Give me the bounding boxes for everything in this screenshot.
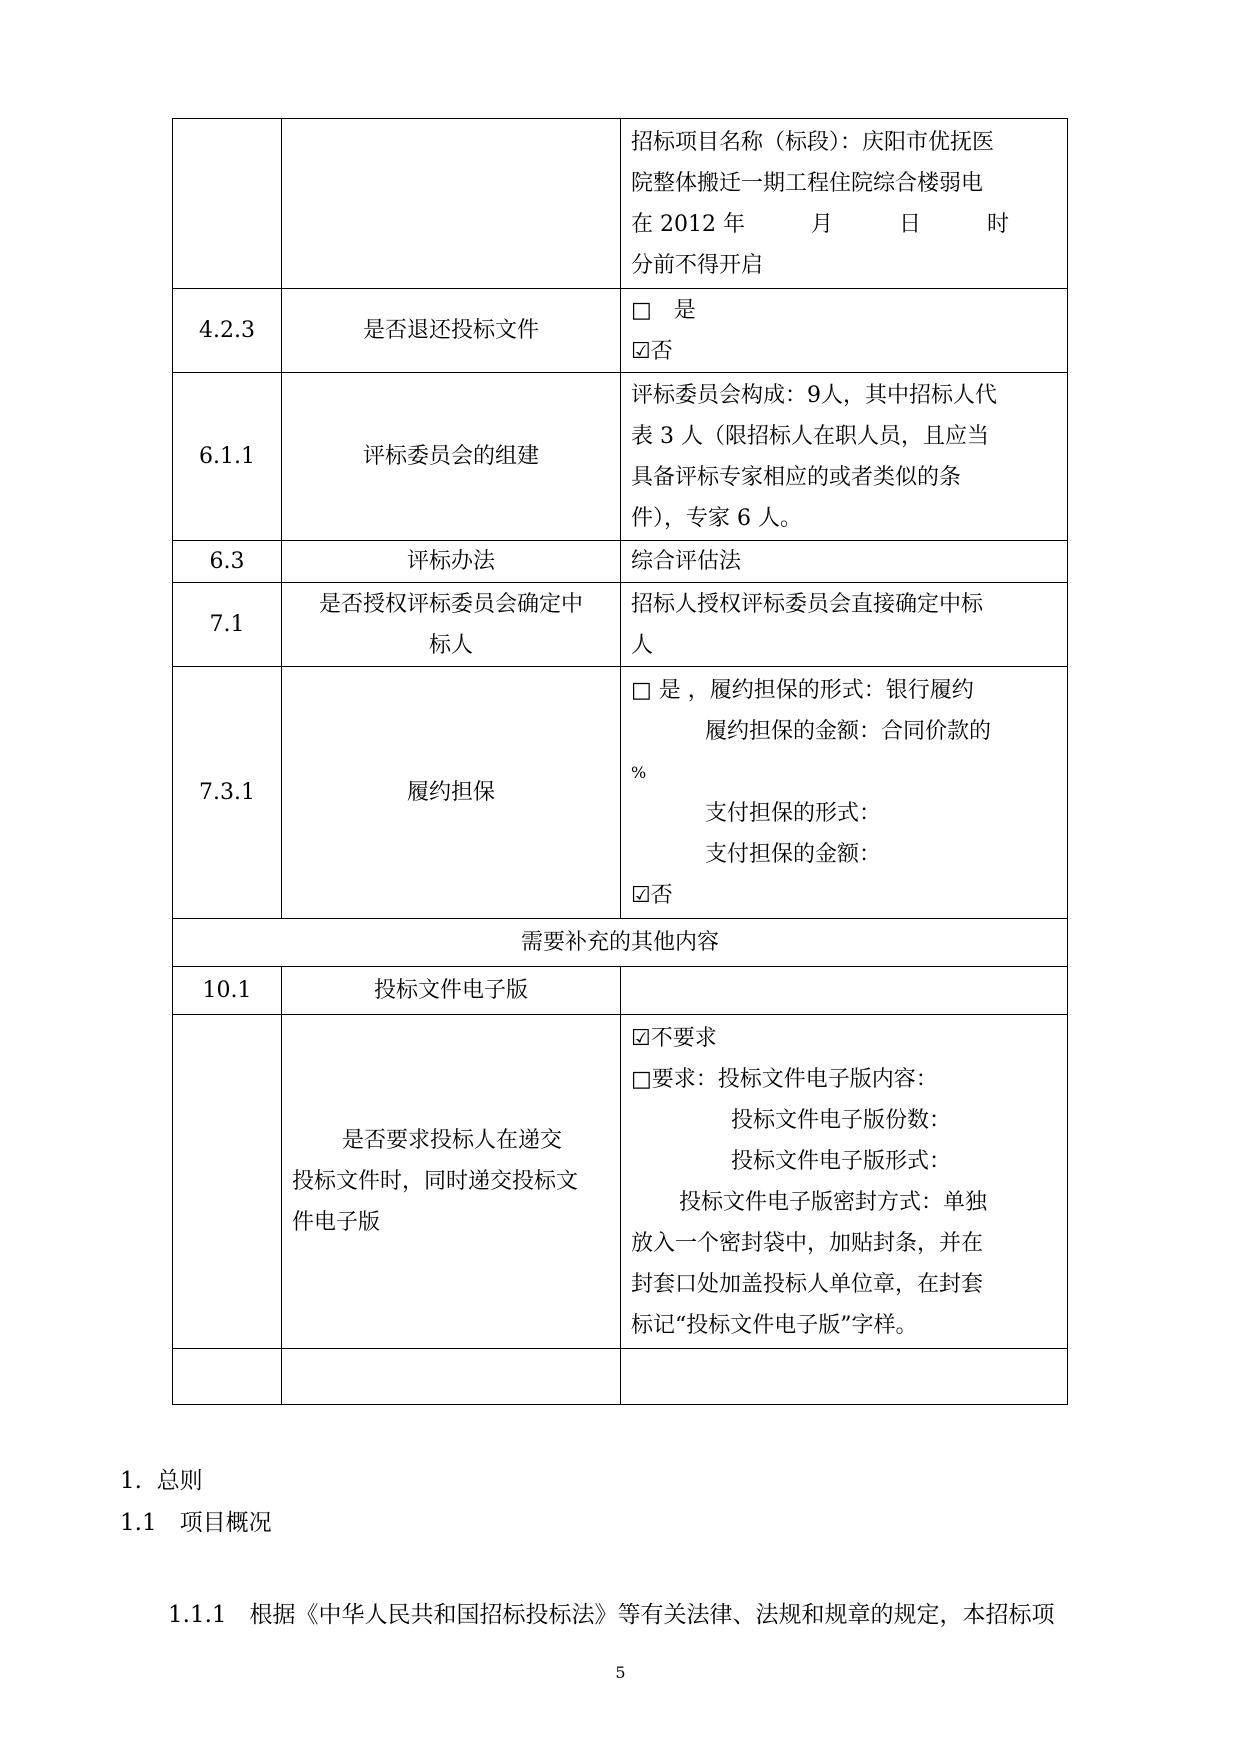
table-row — [173, 1015, 1068, 1349]
seal-line: 标记“投标文件电子版”字样。 — [631, 1312, 918, 1338]
guarantee-amount-line: 履约担保的金额：合同价款的 — [705, 718, 992, 744]
table-row — [173, 289, 1068, 373]
content-cell — [621, 967, 1068, 1015]
content-cell — [621, 667, 1068, 919]
paragraph-text: 1.1.1 根据《中华人民共和国招标投标法》等有关法律、法规和规章的规定，本招标项 — [168, 1602, 1055, 1628]
content-line: 人 — [631, 632, 654, 658]
seal-line: 投标文件电子版密封方式：单独 — [679, 1189, 988, 1215]
item-line: 件电子版 — [292, 1210, 381, 1235]
table-row — [173, 967, 1068, 1015]
num-cell: 6.1.1 — [173, 373, 282, 541]
content-line: 具备评标专家相应的或者类似的条 — [631, 464, 962, 490]
item-line: 投标文件时，同时递交投标文 — [292, 1169, 579, 1194]
subsection-heading: 1.1 项目概况 — [120, 1510, 272, 1536]
num-cell — [173, 1015, 282, 1349]
item-cell: 评标办法 — [282, 541, 621, 583]
option-no: ☑不要求 — [631, 1025, 717, 1051]
option-yes: □ 是 — [631, 297, 696, 323]
item-cell: 评标委员会的组建 — [282, 373, 621, 541]
page-number: 5 — [615, 1663, 626, 1682]
table-row — [173, 667, 1068, 919]
section-row — [173, 919, 1068, 967]
content-line: 招标人授权评标委员会直接确定中标 — [631, 591, 984, 617]
seal-line: 放入一个密封袋中，加贴封条，并在 — [631, 1230, 984, 1256]
payment-amount-line: 支付担保的金额： — [705, 841, 882, 867]
num-cell: 6.3 — [173, 541, 282, 583]
content-cell — [621, 1015, 1068, 1349]
content-line: 件），专家 6 人。 — [631, 505, 802, 531]
content-cell — [621, 119, 1068, 289]
content-cell — [621, 289, 1068, 373]
copies-line: 投标文件电子版份数： — [731, 1107, 952, 1133]
option-no: ☑否 — [631, 338, 673, 364]
num-cell: 10.1 — [173, 967, 282, 1015]
item-line: 是否授权评标委员会确定中 — [318, 591, 583, 617]
section-heading: 1. 总则 — [120, 1468, 203, 1494]
content-cell — [621, 373, 1068, 541]
option-yes: □要求：投标文件电子版内容： — [631, 1066, 938, 1092]
guarantee-line: □ 是 ，履约担保的形式：银行履约 — [631, 677, 974, 703]
content-cell: 综合评估法 — [621, 541, 1068, 583]
item-cell: 投标文件电子版 — [282, 967, 621, 1015]
content-line: 表 3 人（限招标人在职人员，且应当 — [631, 423, 989, 449]
item-cell — [282, 1015, 621, 1349]
content-line: 招标项目名称（标段）：庆阳市优抚医 — [631, 129, 995, 155]
item-line: 标人 — [428, 632, 473, 658]
content-line: 在 2012 年 月 日 时 — [631, 211, 1009, 237]
bid-data-table — [172, 118, 1068, 1405]
item-line: 是否要求投标人在递交 — [342, 1128, 563, 1153]
payment-form-line: 支付担保的形式： — [705, 800, 882, 826]
content-cell — [621, 1349, 1068, 1405]
content-line: 分前不得开启 — [631, 252, 764, 278]
item-cell — [282, 583, 621, 667]
table-row — [173, 583, 1068, 667]
item-cell: 履约担保 — [282, 667, 621, 919]
option-no: ☑否 — [631, 882, 673, 908]
table-row — [173, 119, 1068, 289]
form-line: 投标文件电子版形式： — [731, 1148, 952, 1174]
num-cell: 4.2.3 — [173, 289, 282, 373]
percent-line: % — [631, 762, 647, 782]
table-row — [173, 373, 1068, 541]
table-row — [173, 541, 1068, 583]
content-line: 院整体搬迁一期工程住院综合楼弱电 — [631, 170, 984, 196]
item-cell — [282, 119, 621, 289]
seal-line: 封套口处加盖投标人单位章，在封套 — [631, 1271, 984, 1297]
item-cell: 是否退还投标文件 — [282, 289, 621, 373]
content-line: 评标委员会构成：9人，其中招标人代 — [631, 382, 997, 408]
num-cell — [173, 1349, 282, 1405]
content-cell — [621, 583, 1068, 667]
item-cell — [282, 1349, 621, 1405]
table-row — [173, 1349, 1068, 1405]
section-title: 需要补充的其他内容 — [173, 919, 1068, 967]
num-cell — [173, 119, 282, 289]
num-cell: 7.1 — [173, 583, 282, 667]
num-cell: 7.3.1 — [173, 667, 282, 919]
